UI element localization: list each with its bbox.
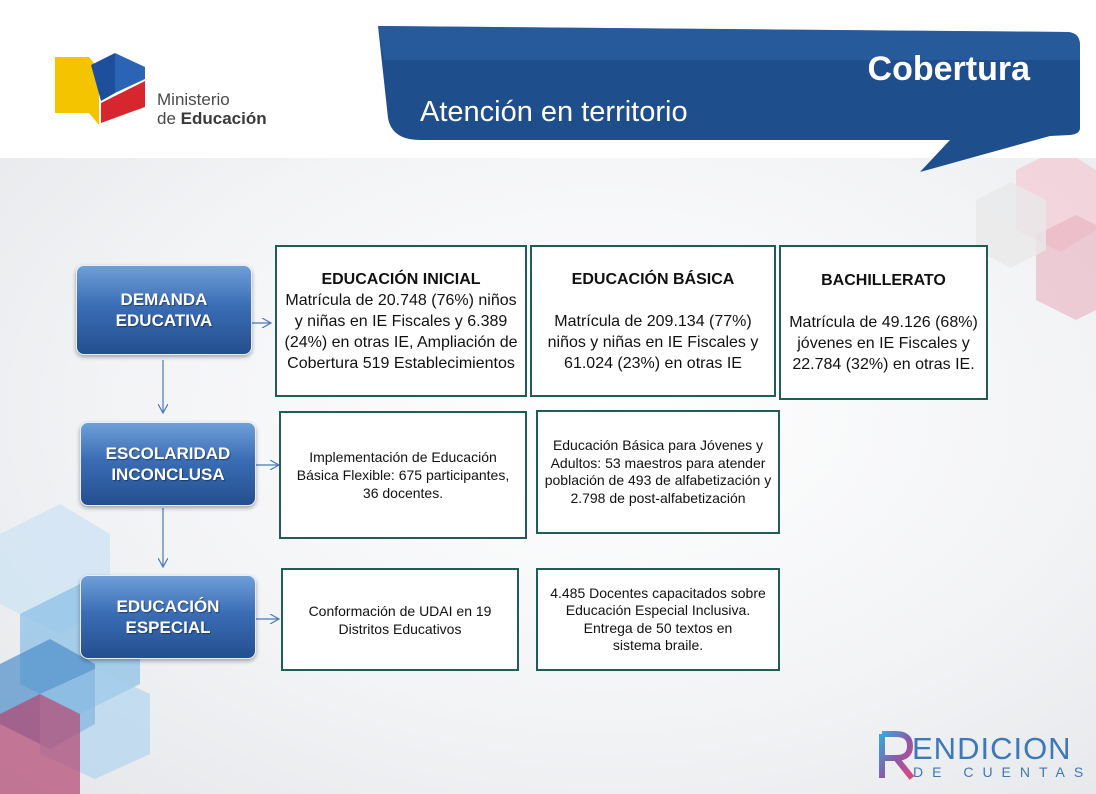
textos-text: Entrega de 50 textos en sistema braile. xyxy=(583,619,733,653)
page-title: Cobertura xyxy=(867,50,1030,88)
page-subtitle: Atención en territorio xyxy=(420,96,688,128)
inicial-body: Matrícula de 20.748 (76%) niños y niñas en IE Fiscales y 6.389 (24%) en otras IE, Ampliación de Cobertura 519 Establecimientos xyxy=(284,291,518,372)
box-educacion-especial xyxy=(536,568,780,671)
logo-line2-prefix: de xyxy=(157,109,181,128)
box-jovenes-adultos xyxy=(536,410,780,534)
logo-line1: Ministerio xyxy=(157,90,230,109)
box-educacion-inicial xyxy=(275,245,527,397)
category-demanda-label: DEMANDA EDUCATIVA xyxy=(115,290,213,330)
rendicion-sub: DE CUENTAS xyxy=(913,764,1093,780)
category-escolaridad-inconclusa xyxy=(80,422,256,506)
adultos-text: Educación Básica para Jóvenes y Adultos: 53 maestros para atender población de 493 de alfabetización y 2.798 de post-alfabetización xyxy=(544,437,772,506)
inicial-title: EDUCACIÓN INICIAL xyxy=(321,270,481,288)
category-demanda-educativa xyxy=(76,265,252,355)
rendicion-word: ENDICION xyxy=(912,731,1072,766)
category-educacion-especial xyxy=(80,575,256,659)
basica-body: Matrícula de 209.134 (77%) niños y niñas en IE Fiscales y 61.024 (23%) en otras IE xyxy=(547,312,759,372)
udai-text: Conformación de UDAI en 19 Distritos Educativos xyxy=(308,602,492,637)
docentes-text: 4.485 Docentes capacitados sobre Educación Especial Inclusiva. xyxy=(550,584,766,618)
basica-title: EDUCACIÓN BÁSICA xyxy=(571,270,735,288)
bachillerato-title: BACHILLERATO xyxy=(821,272,946,289)
category-especial-label: EDUCACIÓN ESPECIAL xyxy=(116,597,220,637)
flexible-text: Implementación de Educación Básica Flexible: 675 participantes, 36 docentes. xyxy=(296,449,510,501)
box-udai xyxy=(281,568,519,671)
box-educacion-basica xyxy=(530,245,776,397)
category-escolaridad-label: ESCOLARIDAD INCONCLUSA xyxy=(105,444,231,484)
logo-line2-bold: Educación xyxy=(180,109,267,128)
box-bachillerato xyxy=(779,245,988,400)
bachillerato-body: Matrícula de 49.126 (68%) jóvenes en IE Fiscales y 22.784 (32%) en otras IE. xyxy=(789,314,978,373)
box-basica-flexible xyxy=(279,411,527,539)
